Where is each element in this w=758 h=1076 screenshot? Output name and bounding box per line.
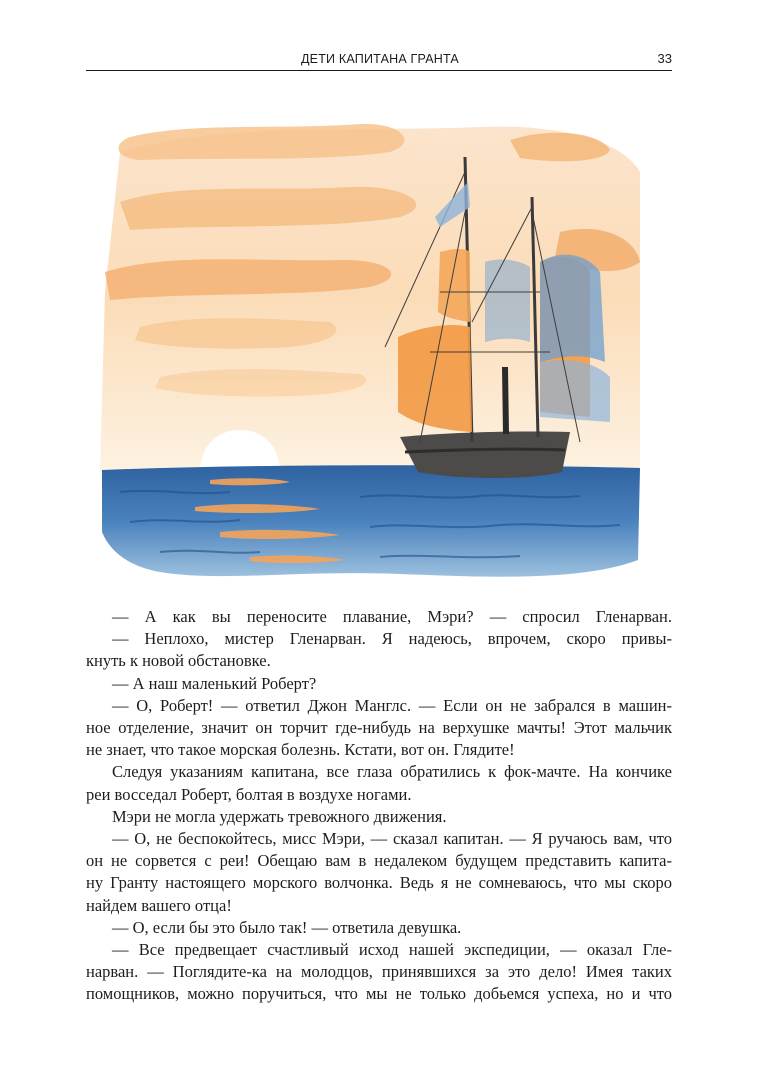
text-line: — О, Роберт! — ответил Джон Манглс. — Если он не забрался в машин-	[112, 695, 672, 715]
text-line: — О, не беспокойтесь, мисс Мэри, — сказал капитан. — Я ручаюсь вам, что	[112, 829, 672, 849]
running-title: ДЕТИ КАПИТАНА ГРАНТА	[301, 52, 459, 66]
text-line: Мэри не могла удержать тревожного движения.	[112, 806, 447, 826]
text-line: не знает, что такое морская болезнь. Кстати, вот он. Глядите!	[86, 740, 515, 760]
story-text	[86, 606, 672, 1006]
text-line: — О, если бы это было так! — ответила девушка.	[112, 917, 462, 937]
text-line: найдем вашего отца!	[86, 895, 232, 915]
text-line: он не сорвется с реи! Обещаю вам в недалеком будущем представить капита-	[86, 851, 672, 871]
text-line: Следуя указаниям капитана, все глаза обратились к фок-мачте. На кончике	[112, 762, 672, 782]
sail-fore	[398, 325, 472, 432]
text-line: — Все предвещает счастливый исход нашей экспедиции, — оказал Гле-	[112, 940, 672, 960]
ship-at-sunset-illustration	[100, 112, 645, 592]
text-line: нарван. — Поглядите-ка на молодцов, принявшихся за это дело! Имея таких	[86, 962, 672, 982]
text-line: ное отделение, значит он торчит где-нибудь на верхушке мачты! Этот мальчик	[86, 718, 672, 738]
page-number: 33	[657, 51, 672, 66]
ship-hull	[400, 431, 570, 478]
text-line: — А наш маленький Роберт?	[112, 673, 317, 693]
sail-blue	[540, 255, 605, 362]
text-line: — А как вы переносите плавание, Мэри? — спросил Гленарван.	[112, 607, 672, 626]
text-line: — Неплохо, мистер Гленарван. Я надеюсь, впрочем, скоро привы-	[112, 629, 672, 649]
text-line: помощников, можно поручиться, что мы не только добьемся успеха, но и что	[86, 984, 672, 1004]
text-line: кнуть к новой обстановке.	[86, 651, 271, 671]
running-header	[86, 50, 672, 71]
text-line: реи восседал Роберт, болтая в воздухе ногами.	[86, 784, 412, 804]
text-line: ну Гранту настоящего морского волчонка. Ведь я не сомневаюсь, что мы скоро	[86, 873, 672, 893]
